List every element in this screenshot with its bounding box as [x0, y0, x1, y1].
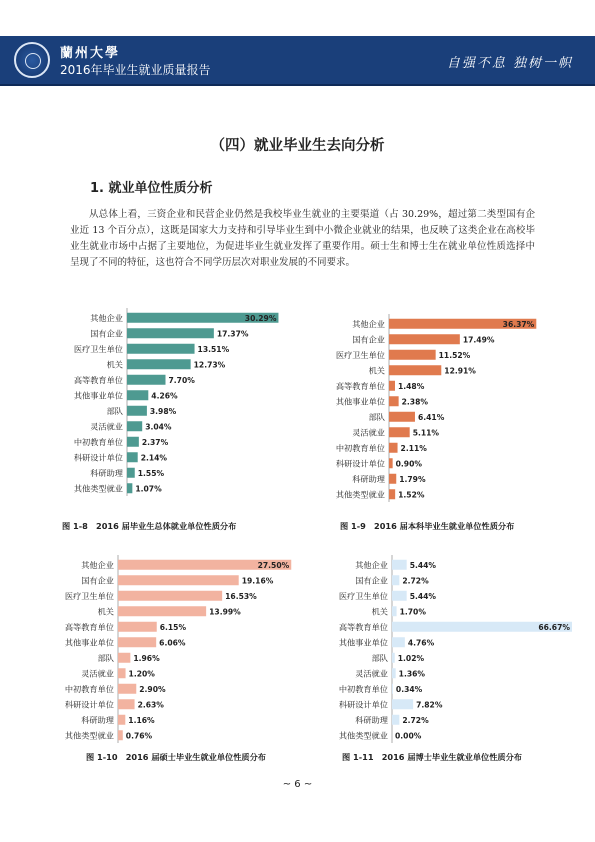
category-label: 高等教育单位	[338, 621, 388, 632]
value-label: 30.29%	[244, 313, 277, 323]
bar	[392, 560, 407, 570]
bar	[118, 653, 130, 663]
category-label: 高等教育单位	[335, 380, 385, 391]
bar	[389, 489, 395, 499]
category-label: 其他类型就业	[73, 483, 123, 494]
bar	[389, 350, 436, 360]
value-label: 4.26%	[151, 391, 178, 401]
caption-figure-1-10: 图 1-10 2016 届硕士毕业生就业单位性质分布	[86, 752, 266, 762]
value-label: 3.98%	[149, 406, 177, 416]
value-label: 2.72%	[402, 715, 429, 725]
value-label: 1.96%	[133, 653, 160, 663]
value-label: 2.63%	[137, 700, 164, 710]
category-label: 科研设计单位	[338, 699, 388, 710]
bar	[118, 699, 135, 709]
category-label: 部队	[106, 405, 123, 416]
bar	[392, 591, 407, 601]
category-label: 医疗卫生单位	[73, 343, 123, 354]
page-number: ~ 6 ~	[282, 779, 313, 790]
category-label: 其他事业单位	[335, 396, 385, 407]
value-label: 0.76%	[125, 731, 153, 741]
category-label: 其他类型就业	[335, 489, 385, 500]
value-label: 2.38%	[401, 397, 428, 407]
bar	[389, 396, 399, 406]
chart-doctor	[330, 553, 570, 743]
bar	[389, 381, 395, 391]
value-label: 1.70%	[399, 607, 426, 617]
value-label: 27.50%	[257, 560, 290, 570]
category-label: 科研设计单位	[64, 699, 114, 710]
bar	[118, 684, 136, 694]
value-label: 1.16%	[128, 715, 155, 725]
bar	[118, 591, 222, 601]
category-label: 医疗卫生单位	[338, 590, 388, 601]
bar	[127, 468, 135, 478]
category-label: 机关	[97, 606, 114, 617]
category-label: 中初教育单位	[338, 683, 388, 694]
value-label: 0.34%	[395, 684, 423, 694]
bar	[118, 730, 123, 740]
report-title: 2016年毕业生就业质量报告	[60, 63, 211, 77]
chart-undergrad	[322, 312, 562, 502]
category-label: 科研助理	[355, 714, 388, 725]
category-label: 机关	[371, 606, 388, 617]
category-label: 其他企业	[352, 318, 385, 329]
bar	[127, 437, 139, 447]
category-label: 机关	[368, 365, 385, 376]
bar	[127, 421, 142, 431]
value-label: 1.36%	[398, 669, 426, 679]
value-label: 2.14%	[140, 453, 168, 463]
value-label: 2.72%	[402, 576, 429, 586]
value-label: 6.06%	[159, 638, 186, 648]
category-label: 其他类型就业	[338, 730, 388, 741]
category-label: 其他事业单位	[73, 390, 123, 401]
bar	[389, 365, 441, 375]
category-label: 部队	[368, 411, 385, 422]
bar	[389, 427, 410, 437]
bar	[118, 637, 156, 647]
category-label: 其他企业	[81, 559, 114, 570]
bar	[127, 375, 166, 385]
value-label: 11.52%	[438, 350, 471, 360]
bar	[392, 715, 399, 725]
category-label: 医疗卫生单位	[64, 590, 114, 601]
chart-master	[50, 553, 320, 743]
bar	[389, 443, 398, 453]
value-label: 2.37%	[141, 437, 169, 447]
bar	[389, 458, 393, 468]
value-label: 19.16%	[241, 576, 274, 586]
value-label: 2.11%	[400, 443, 427, 453]
bar	[127, 390, 148, 400]
bar	[389, 412, 415, 422]
value-label: 1.79%	[399, 474, 426, 484]
category-label: 国有企业	[81, 575, 114, 586]
bar	[127, 406, 147, 416]
value-label: 6.15%	[159, 622, 187, 632]
university-seal-icon	[14, 42, 50, 78]
body-paragraph: 从总体上看，三资企业和民营企业仍然是我校毕业生就业的主要渠道（占 30.29%，超过第二类型国有企业近 13 个百分点），这既是国家大力支持和引导毕业生到中小微企业就业的结果，也反映了这类企业在高校毕业生就业市场中占据了主要地位，为促进毕业生就业发挥了重要作用。硕士生和博士生在就业单位性质选择中呈现了不同的特征，这也符合不同学历层次对职业发展的不同要求。	[70, 209, 535, 268]
category-label: 中初教育单位	[73, 436, 123, 447]
chart-total	[60, 306, 290, 502]
value-label: 36.37%	[502, 319, 535, 329]
category-label: 科研助理	[81, 714, 114, 725]
category-label: 高等教育单位	[64, 621, 114, 632]
category-label: 科研助理	[352, 473, 385, 484]
page-header	[0, 36, 595, 84]
category-label: 灵活就业	[355, 668, 388, 679]
header-divider	[0, 84, 595, 86]
category-label: 灵活就业	[81, 668, 114, 679]
caption-figure-1-8: 图 1-8 2016 届毕业生总体就业单位性质分布	[62, 521, 237, 531]
category-label: 机关	[106, 359, 123, 370]
category-label: 国有企业	[90, 328, 123, 339]
bar	[118, 622, 157, 632]
category-label: 国有企业	[355, 575, 388, 586]
value-label: 1.02%	[397, 653, 425, 663]
value-label: 17.49%	[462, 335, 495, 345]
bar	[392, 684, 393, 694]
value-label: 13.99%	[209, 607, 241, 617]
category-label: 高等教育单位	[73, 374, 123, 385]
sub-section-title: 1. 就业单位性质分析	[90, 181, 213, 196]
caption-figure-1-11: 图 1-11 2016 届博士毕业生就业单位性质分布	[342, 752, 522, 762]
value-label: 12.73%	[193, 360, 226, 370]
value-label: 1.20%	[128, 669, 155, 679]
value-label: 66.67%	[538, 622, 571, 632]
category-label: 其他企业	[90, 312, 123, 323]
bar	[392, 606, 397, 616]
bar	[118, 668, 126, 678]
bar	[392, 699, 413, 709]
category-label: 灵活就业	[352, 427, 385, 438]
category-label: 科研设计单位	[335, 458, 385, 469]
value-label: 4.76%	[407, 638, 435, 648]
bar	[127, 328, 214, 338]
university-name: 蘭州大學	[60, 46, 121, 61]
value-label: 5.44%	[409, 560, 437, 570]
value-label: 0.00%	[395, 731, 422, 741]
value-label: 1.07%	[135, 484, 162, 494]
value-label: 1.52%	[398, 490, 425, 500]
bar	[118, 606, 206, 616]
bar	[118, 715, 125, 725]
value-label: 0.90%	[395, 459, 423, 469]
category-label: 灵活就业	[90, 421, 123, 432]
category-label: 其他企业	[355, 559, 388, 570]
category-label: 其他类型就业	[64, 730, 114, 741]
category-label: 国有企业	[352, 334, 385, 345]
value-label: 13.51%	[197, 344, 230, 354]
value-label: 5.11%	[412, 428, 440, 438]
category-label: 其他事业单位	[64, 637, 114, 648]
value-label: 2.90%	[139, 684, 166, 694]
bar	[127, 344, 195, 354]
value-label: 3.04%	[145, 422, 172, 432]
category-label: 其他事业单位	[338, 637, 388, 648]
category-label: 中初教育单位	[64, 683, 114, 694]
bar	[127, 483, 132, 493]
value-label: 12.91%	[444, 366, 476, 376]
caption-figure-1-9: 图 1-9 2016 届本科毕业生就业单位性质分布	[340, 521, 515, 531]
bar	[392, 575, 399, 585]
value-label: 5.44%	[409, 591, 437, 601]
section-title: （四）就业毕业生去向分析	[210, 138, 385, 154]
bar	[127, 359, 191, 369]
category-label: 医疗卫生单位	[335, 349, 385, 360]
value-label: 16.53%	[225, 591, 257, 601]
university-motto: 自强不息 独树一帜	[446, 56, 573, 71]
category-label: 部队	[371, 652, 388, 663]
category-label: 科研设计单位	[73, 452, 123, 463]
bar	[118, 575, 239, 585]
bar	[389, 474, 396, 484]
bar	[127, 452, 138, 462]
value-label: 6.41%	[417, 412, 445, 422]
bar	[389, 334, 460, 344]
category-label: 科研助理	[90, 467, 123, 478]
bar	[392, 668, 396, 678]
bar	[392, 653, 395, 663]
bar	[392, 637, 405, 647]
value-label: 17.37%	[216, 329, 249, 339]
value-label: 7.70%	[168, 375, 195, 385]
category-label: 中初教育单位	[335, 442, 385, 453]
category-label: 部队	[97, 652, 114, 663]
value-label: 7.82%	[416, 700, 443, 710]
value-label: 1.48%	[397, 381, 425, 391]
value-label: 1.55%	[137, 468, 165, 478]
